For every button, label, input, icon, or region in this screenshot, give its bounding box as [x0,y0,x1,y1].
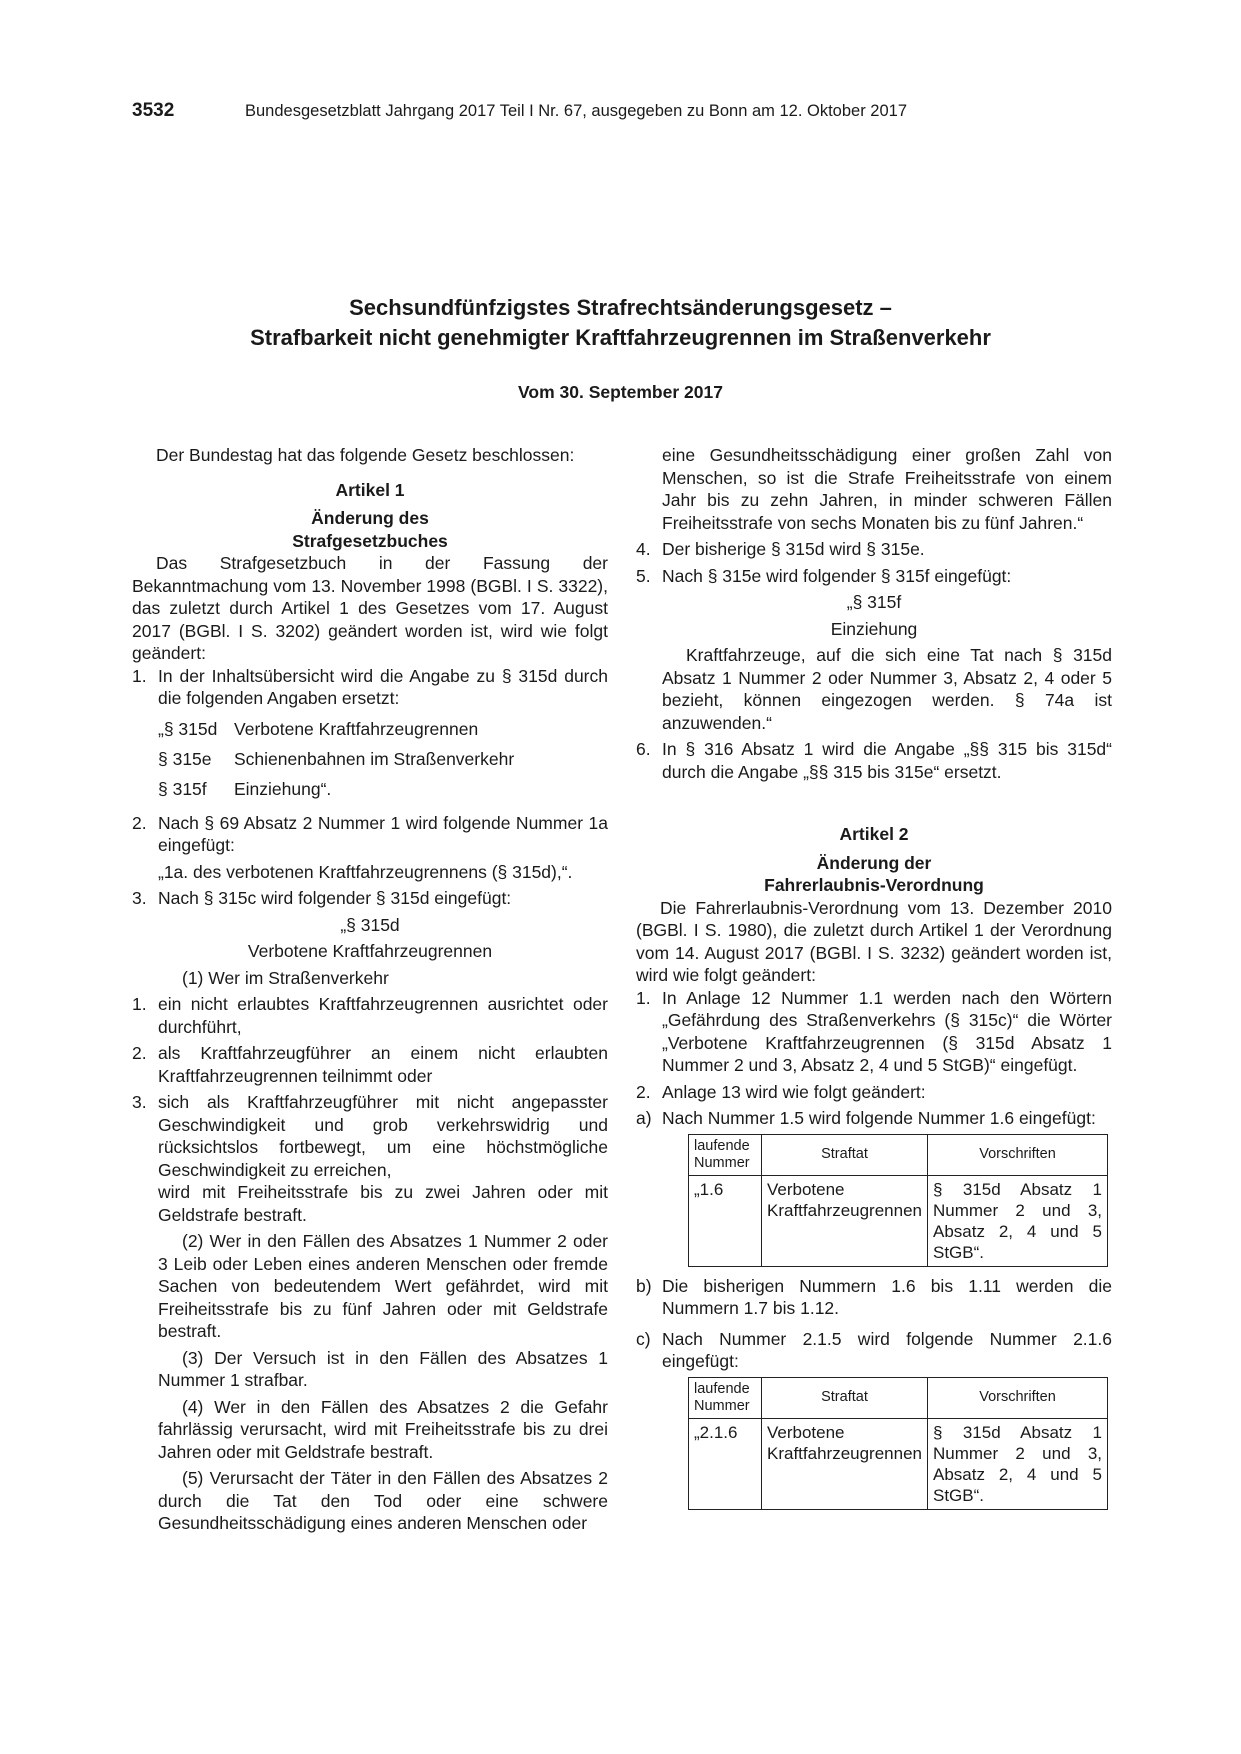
list-item: 3. Nach § 315c wird folgender § 315d eingefügt: [132,888,512,908]
law-date: Vom 30. September 2017 [518,382,723,402]
article-2-subtitle: Änderung der [816,852,932,873]
table-header: laufende Nummer [689,1377,762,1418]
sub-item: b) Die bisherigen Nummern 1.6 bis 1.11 werden die Nummern 1.7 bis 1.12. [636,1275,1112,1318]
list-item: 6. In § 316 Absatz 1 wird die Angabe „§§ 315 bis 315d“ durch die Angabe „§§ 315 bis 315e“ ersetzt. [636,739,1112,782]
table-header: laufende Nummer [689,1134,762,1175]
paragraph-1-penalty: wird mit Freiheitsstrafe bis zu zwei Jahren oder mit Geldstrafe bestraft. [158,1182,608,1225]
toc-entry: § 315f Einziehung“. [158,778,332,799]
paragraph-5: (5) Verursacht der Täter in den Fällen des Absatzes 2 durch die Tat den Tod oder eine schwere Gesundheitsschädigung eines anderen Menschen oder [158,1468,608,1533]
law-title-line1: Sechsundfünfzigstes Strafrechtsänderungsgesetz – [349,295,892,320]
article-1-subtitle: Änderung des [311,508,429,528]
section-315f-heading: „§ 315f [846,592,902,612]
list-item: 2. Nach § 69 Absatz 2 Nummer 1 wird folgende Nummer 1a eingefügt: [132,812,608,855]
table-cell: Verbotene Kraftfahrzeugrennen [762,1175,928,1266]
paragraph-1-intro: (1) Wer im Straßenverkehr [182,967,389,988]
right-column [636,444,1112,1510]
running-header: Bundesgesetzblatt Jahrgang 2017 Teil I Nr. 67, ausgegeben zu Bonn am 12. Oktober 2017 [245,102,907,120]
table-cell: Verbotene Kraftfahrzeugrennen [762,1418,928,1509]
table-cell: „1.6 [689,1175,762,1266]
paragraph-3: (3) Der Versuch ist in den Fällen des Absatzes 1 Nummer 1 strafbar. [158,1347,608,1390]
list-item: 5. Nach § 315e wird folgender § 315f eingefügt: [636,565,1012,586]
law-title-line2: Strafbarkeit nicht genehmigter Kraftfahrzeugrennen im Straßenverkehr [250,325,991,350]
table-row [689,1175,1108,1266]
sub-item: a) Nach Nummer 1.5 wird folgende Nummer 1.6 eingefügt: [636,1108,1096,1128]
toc-entry: § 315e Schienenbahnen im Straßenverkehr [158,748,515,769]
enactment-clause: Der Bundestag hat das folgende Gesetz beschlossen: [156,445,575,465]
list-item: 2. Anlage 13 wird wie folgt geändert: [636,1081,926,1102]
table-header: Straftat [762,1134,928,1175]
article-1-intro: Das Strafgesetzbuch in der Fassung der Bekanntmachung vom 13. November 1998 (BGBl. I S. 3322), das zuletzt durch Artikel 1 des Gesetzes vom 17. August 2017 (BGBl. I S. 3202) geändert worden ist, wird wie folgt geändert: [132,553,608,663]
list-item: 3. sich als Kraftfahrzeugführer mit nicht angepasster Geschwindigkeit und grob verkehrswidrig und rücksichtslos fortbewegt, um eine höchstmögliche Geschwindigkeit zu erreichen, [132,1092,608,1180]
article-1-subtitle-2: Strafgesetzbuches [292,530,448,551]
list-item: 1. ein nicht erlaubtes Kraftfahrzeugrennen ausrichtet oder durchführt, [132,994,608,1037]
table-cell: § 315d Absatz 1 Nummer 2 und 3, Absatz 2, 4 und 5 StGB“. [927,1418,1107,1509]
paragraph-5-continued: eine Gesundheitsschädigung einer großen Zahl von Menschen, so ist die Strafe Freiheitsstrafe von einem Jahr bis zu zehn Jahren, in minder schweren Fällen Freiheitsstrafe von sechs Monaten bis zu fünf Jahren.“ [662,445,1112,533]
table-cell: „2.1.6 [689,1418,762,1509]
list-item: 1. In der Inhaltsübersicht wird die Angabe zu § 315d durch die folgenden Angaben ersetzt: [132,665,608,708]
inserted-number-quote: „1a. des verbotenen Kraftfahrzeugrennens (§ 315d),“. [158,861,573,882]
table-cell: § 315d Absatz 1 Nummer 2 und 3, Absatz 2, 4 und 5 StGB“. [927,1175,1107,1266]
table-header: Straftat [762,1377,928,1418]
insertion-table-2 [688,1377,1108,1510]
section-315d-heading: „§ 315d [340,914,400,935]
page-number: 3532 [132,100,175,121]
paragraph-2: (2) Wer in den Fällen des Absatzes 1 Nummer 2 oder 3 Leib oder Leben eines anderen Menschen oder fremde Sachen von bedeutendem Wert gefährdet, wird mit Freiheitsstrafe bis zu fünf Jahren oder mit Geldstrafe bestraft. [158,1231,608,1341]
toc-entry: „§ 315d Verbotene Kraftfahrzeugrennen [158,718,479,739]
paragraph-4: (4) Wer in den Fällen des Absatzes 2 die Gefahr fahrlässig verursacht, wird mit Freiheitsstrafe bis zu drei Jahren oder mit Geldstrafe bestraft. [158,1396,608,1462]
article-1-heading: Artikel 1 [335,479,405,500]
table-header: Vorschriften [927,1377,1107,1418]
insertion-table-1 [688,1134,1108,1267]
list-item: 1. In Anlage 12 Nummer 1.1 werden nach den Wörtern „Gefährdung des Straßenverkehrs (§ 315c)“ die Wörter „Verbotene Kraftfahrzeugrennen (§ 315d Absatz 1 Nummer 2 und 3, Absatz 2, 4 und 5 StGB)“ eingefügt. [636,987,1112,1075]
table-row [689,1418,1108,1509]
table-header: Vorschriften [927,1134,1107,1175]
sub-item: c) Nach Nummer 2.1.5 wird folgende Nummer 2.1.6 eingefügt: [636,1328,1112,1371]
section-315f-title: Einziehung [830,618,918,639]
article-2-intro: Die Fahrerlaubnis-Verordnung vom 13. Dezember 2010 (BGBl. I S. 1980), die zuletzt durch Artikel 1 der Verordnung vom 14. August 2017 (BGBl. I S. 3232) geändert worden ist, wird wie folgt geändert: [636,897,1112,985]
left-column [132,444,608,1535]
list-item: 4. Der bisherige § 315d wird § 315e. [636,539,925,559]
list-item: 2. als Kraftfahrzeugführer an einem nicht erlaubten Kraftfahrzeugrennen teilnimmt oder [132,1043,608,1086]
section-315f-text: Kraftfahrzeuge, auf die sich eine Tat nach § 315d Absatz 1 Nummer 2 oder Nummer 3, Absatz 2, 4 oder 5 bezieht, können eingezogen werden. § 74a ist anzuwenden.“ [662,645,1112,733]
article-2-heading: Artikel 2 [839,824,909,844]
section-315d-title: Verbotene Kraftfahrzeugrennen [247,941,493,961]
article-2-subtitle-2: Fahrerlaubnis-Verordnung [764,875,984,895]
